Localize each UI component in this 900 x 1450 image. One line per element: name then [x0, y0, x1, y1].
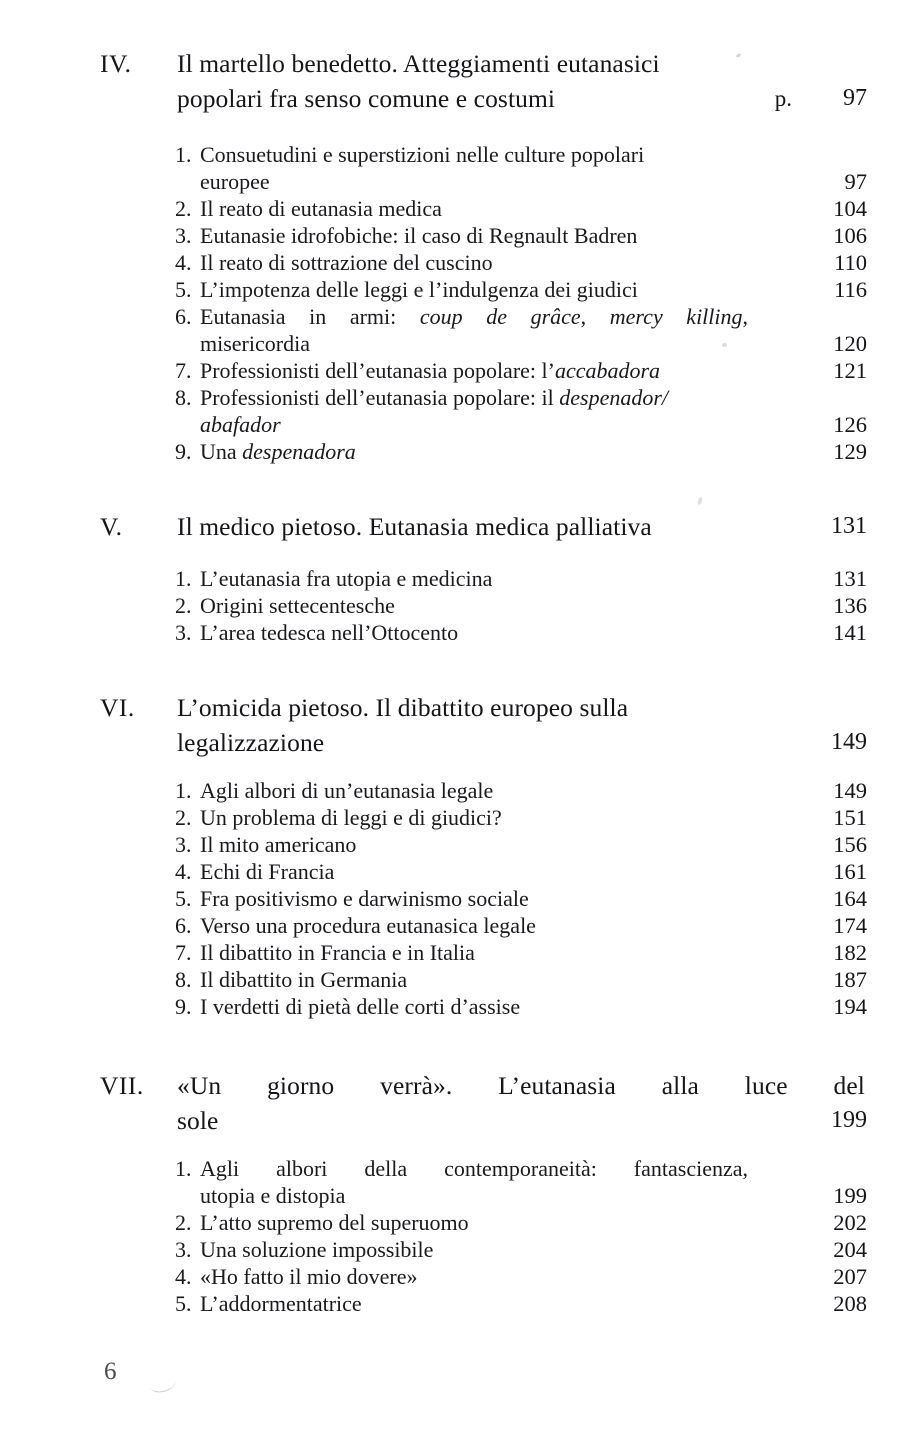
section-title-line: Un problema di leggi e di giudici? — [200, 805, 502, 830]
section-page-number: 194 — [833, 994, 867, 1019]
section-title — [200, 1155, 748, 1209]
section-page-number: 129 — [833, 439, 867, 464]
section-number: 2. — [175, 196, 192, 221]
section-page-number: 207 — [833, 1264, 867, 1289]
section-title-line: Agli albori della contemporaneità: fantascienza, — [200, 1156, 748, 1181]
section-title-line: «Ho fatto il mio dovere» — [200, 1264, 418, 1289]
section-title — [200, 858, 748, 885]
chapter-title-line: legalizzazione — [177, 728, 325, 757]
section-title-line: L’area tedesca nell’Ottocento — [200, 620, 459, 645]
section-entry[interactable] — [0, 777, 900, 804]
section-entry[interactable] — [0, 858, 900, 885]
section-entry[interactable] — [0, 1290, 900, 1317]
section-entry[interactable] — [0, 912, 900, 939]
chapter-section-list — [0, 777, 900, 1020]
section-page-number: 202 — [833, 1210, 867, 1235]
section-page-number: 116 — [834, 277, 867, 302]
section-page-number: 136 — [833, 593, 867, 618]
section-entry[interactable] — [0, 141, 900, 195]
section-page-number: 174 — [833, 913, 867, 938]
section-page-number: 208 — [833, 1291, 867, 1316]
chapter-title — [177, 690, 865, 760]
section-number: 3. — [175, 832, 192, 857]
section-number: 4. — [175, 1264, 192, 1289]
section-title — [200, 1236, 748, 1263]
section-title — [200, 438, 748, 465]
section-title — [200, 222, 748, 249]
section-title — [200, 966, 748, 993]
section-page-number: 141 — [833, 620, 867, 645]
section-number: 5. — [175, 886, 192, 911]
chapter-block — [0, 46, 900, 116]
section-title-line: Professionisti dell’eutanasia popolare: l’accabadora — [200, 358, 661, 383]
chapter-title-line: L’omicida pietoso. Il dibattito europeo sulla — [177, 693, 629, 722]
section-number: 9. — [175, 439, 192, 464]
chapter-title-line: Il medico pietoso. Eutanasia medica palliativa — [177, 512, 652, 541]
section-number: 1. — [175, 142, 192, 167]
section-page-number: 110 — [834, 250, 867, 275]
section-title-line: Echi di Francia — [200, 859, 335, 884]
chapter-title — [177, 46, 865, 116]
section-entry[interactable] — [0, 1263, 900, 1290]
section-title — [200, 384, 748, 438]
chapter-title-line: sole — [177, 1106, 219, 1135]
section-title — [200, 592, 748, 619]
scan-speck-artifact — [697, 497, 703, 506]
section-title — [200, 885, 748, 912]
section-page-number: 204 — [833, 1237, 867, 1262]
section-entry[interactable] — [0, 993, 900, 1020]
section-page-number: 156 — [833, 832, 867, 857]
chapter-section-list — [0, 565, 900, 646]
section-number: 2. — [175, 1210, 192, 1235]
section-title-line: Consuetudini e superstizioni nelle culture popolari — [200, 142, 645, 167]
section-title — [200, 804, 748, 831]
section-entry[interactable] — [0, 831, 900, 858]
section-page-number: 199 — [833, 1183, 867, 1208]
section-title — [200, 195, 748, 222]
section-title — [200, 1263, 748, 1290]
section-number: 6. — [175, 913, 192, 938]
chapter-title — [177, 509, 865, 544]
section-title-line: L’eutanasia fra utopia e medicina — [200, 566, 493, 591]
section-page-number: 104 — [833, 196, 867, 221]
section-title-line: L’impotenza delle leggi e l’indulgenza dei giudici — [200, 277, 638, 302]
section-title-line: I verdetti di pietà delle corti d’assise — [200, 994, 521, 1019]
chapter-numeral: V. — [100, 512, 123, 541]
chapter-block — [0, 509, 900, 544]
section-number: 8. — [175, 385, 192, 410]
section-page-number: 187 — [833, 967, 867, 992]
section-page-number: 126 — [833, 412, 867, 437]
chapter-page-number: 131 — [831, 513, 867, 539]
chapter-numeral: IV. — [100, 49, 132, 78]
chapter-page-number: 149 — [831, 729, 867, 755]
section-title — [200, 1209, 748, 1236]
chapter-block — [0, 1068, 900, 1138]
section-title — [200, 993, 748, 1020]
chapter-numeral: VII. — [100, 1071, 144, 1100]
section-number: 5. — [175, 277, 192, 302]
section-title-line: Il reato di eutanasia medica — [200, 196, 442, 221]
section-entry[interactable] — [0, 384, 900, 438]
section-entry[interactable] — [0, 1236, 900, 1263]
section-title-line: Il dibattito in Francia e in Italia — [200, 940, 475, 965]
section-entry[interactable] — [0, 966, 900, 993]
section-title-line: abafador — [200, 412, 281, 437]
section-title-line: europee — [200, 169, 270, 194]
chapter-title-line: «Un giorno verrà». L’eutanasia alla luce del — [177, 1071, 865, 1100]
section-entry[interactable] — [0, 357, 900, 384]
chapter-numeral: VI. — [100, 693, 135, 722]
section-page-number: 97 — [844, 169, 867, 194]
chapter-heading[interactable] — [0, 690, 900, 760]
section-number: 5. — [175, 1291, 192, 1316]
section-title — [200, 777, 748, 804]
chapter-title-line: Il martello benedetto. Atteggiamenti eutanasici — [177, 49, 660, 78]
section-page-number: 131 — [833, 566, 867, 591]
section-title — [200, 831, 748, 858]
section-title — [200, 565, 748, 592]
scan-curve-artifact — [149, 1373, 177, 1393]
chapter-section-list — [0, 141, 900, 465]
section-page-number: 149 — [833, 778, 867, 803]
section-entry[interactable] — [0, 438, 900, 465]
section-title-line: misericordia — [200, 331, 310, 356]
section-page-number: 121 — [833, 358, 867, 383]
section-number: 1. — [175, 566, 192, 591]
section-title-line: L’addormentatrice — [200, 1291, 362, 1316]
section-title-line: Una soluzione impossibile — [200, 1237, 434, 1262]
section-number: 4. — [175, 250, 192, 275]
section-title-line: Il mito americano — [200, 832, 357, 857]
section-entry[interactable] — [0, 619, 900, 646]
section-title — [200, 357, 748, 384]
section-number: 4. — [175, 859, 192, 884]
chapter-title-line: popolari fra senso comune e costumi — [177, 84, 556, 113]
section-page-number: 164 — [833, 886, 867, 911]
chapter-page-number: 199 — [831, 1107, 867, 1133]
section-page-number: 120 — [833, 331, 867, 356]
section-title — [200, 141, 748, 195]
section-number: 6. — [175, 304, 192, 329]
chapter-heading[interactable] — [0, 1068, 900, 1138]
section-title-line: Il dibattito in Germania — [200, 967, 408, 992]
chapter-page-number: 97 — [843, 85, 867, 111]
page-label: p. — [774, 86, 792, 111]
section-entry[interactable] — [0, 939, 900, 966]
folio-page-number: 6 — [104, 1358, 117, 1385]
section-entry[interactable] — [0, 1155, 900, 1209]
section-number: 3. — [175, 620, 192, 645]
chapter-heading[interactable] — [0, 46, 900, 116]
section-title — [200, 1290, 748, 1317]
section-title — [200, 912, 748, 939]
section-page-number: 182 — [833, 940, 867, 965]
section-entry[interactable] — [0, 195, 900, 222]
section-title-line: Professionisti dell’eutanasia popolare: il despenador/ — [200, 385, 669, 410]
section-number: 7. — [175, 358, 192, 383]
chapter-section-list — [0, 1155, 900, 1317]
section-entry[interactable] — [0, 565, 900, 592]
section-number: 2. — [175, 805, 192, 830]
section-title-line: Il reato di sottrazione del cuscino — [200, 250, 493, 275]
section-entry[interactable] — [0, 1209, 900, 1236]
section-number: 3. — [175, 1237, 192, 1262]
section-entry[interactable] — [0, 804, 900, 831]
section-number: 3. — [175, 223, 192, 248]
section-title — [200, 303, 748, 357]
section-number: 8. — [175, 967, 192, 992]
chapter-title — [177, 1068, 865, 1138]
section-title-line: utopia e distopia — [200, 1183, 346, 1208]
section-entry[interactable] — [0, 276, 900, 303]
section-title — [200, 939, 748, 966]
section-title-line: Fra positivismo e darwinismo sociale — [200, 886, 529, 911]
section-number: 1. — [175, 1156, 192, 1181]
section-page-number: 151 — [833, 805, 867, 830]
section-number: 7. — [175, 940, 192, 965]
section-title-line: L’atto supremo del superuomo — [200, 1210, 469, 1235]
section-page-number: 161 — [833, 859, 867, 884]
section-number: 9. — [175, 994, 192, 1019]
section-entry[interactable] — [0, 222, 900, 249]
section-title — [200, 249, 748, 276]
section-title-line: Verso una procedura eutanasica legale — [200, 913, 536, 938]
section-entry[interactable] — [0, 885, 900, 912]
section-title-line: Eutanasia in armi: coup de grâce, mercy killing, — [200, 304, 749, 329]
section-number: 2. — [175, 593, 192, 618]
section-title-line: Eutanasie idrofobiche: il caso di Regnault Badren — [200, 223, 638, 248]
section-title-line: Agli albori di un’eutanasia legale — [200, 778, 494, 803]
chapter-block — [0, 690, 900, 760]
section-entry[interactable] — [0, 303, 900, 357]
chapter-heading[interactable] — [0, 509, 900, 544]
section-entry[interactable] — [0, 249, 900, 276]
section-entry[interactable] — [0, 592, 900, 619]
section-title — [200, 276, 748, 303]
section-title-line: Origini settecentesche — [200, 593, 395, 618]
section-page-number: 106 — [833, 223, 867, 248]
section-title-line: Una despenadora — [200, 439, 356, 464]
section-number: 1. — [175, 778, 192, 803]
section-title — [200, 619, 748, 646]
